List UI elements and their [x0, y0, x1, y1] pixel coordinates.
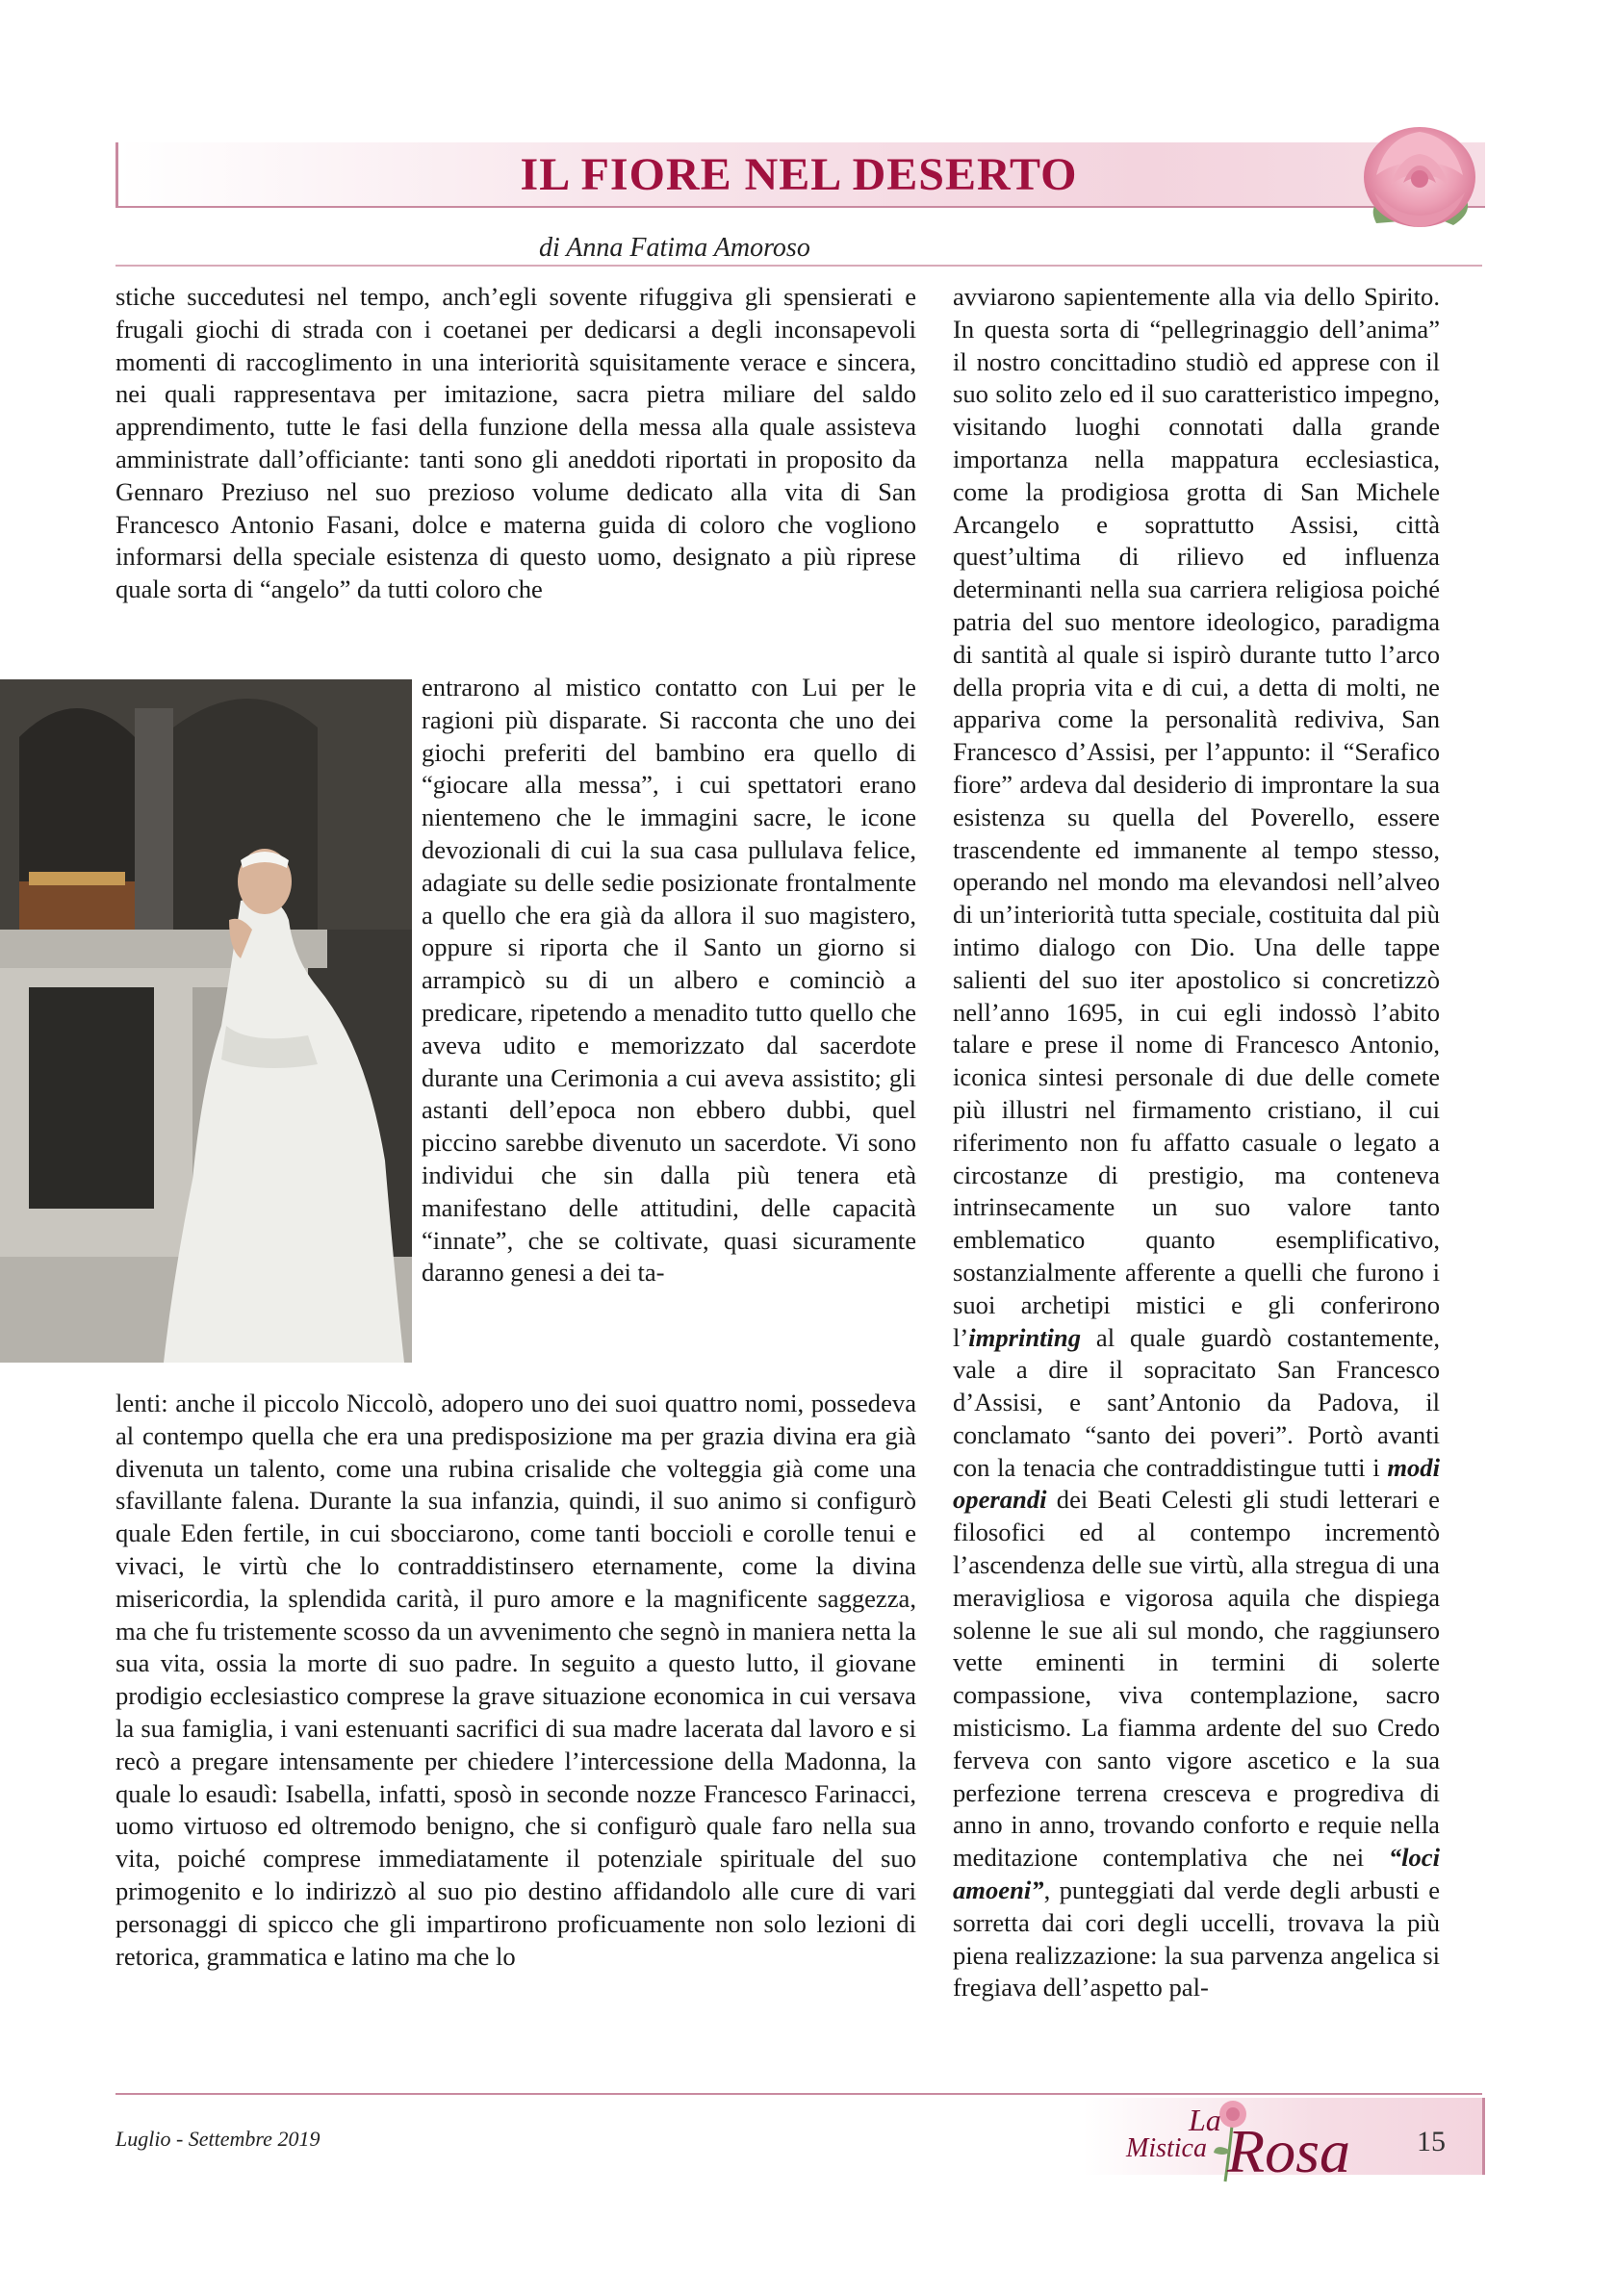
text-run: , punteggiati dal verde degli arbusti e sorretta dai cori degli uccelli, trovava la più piena realizzazione: la sua parvenza angelica si fregiava dell’aspetto pal- — [953, 1875, 1440, 2003]
logo-mistica: Mistica — [1126, 2133, 1207, 2163]
header-divider — [115, 265, 1482, 267]
emphasis-imprinting: imprinting — [968, 1322, 1082, 1352]
page-number: 15 — [1417, 2126, 1446, 2157]
logo-rosa: Rosa — [1227, 2117, 1350, 2185]
rose-icon — [1347, 108, 1492, 252]
text-run: avviarono sapientemente alla via dello Spirito. In questa sorta di “pellegrinaggio dell’anima” il nostro concittadino studiò ed apprese con il suo solito zelo ed il suo caratteristico impegno, visitando luoghi connotati dalla grande importanza nella mappatura ecclesiastica, come la prodigiosa grotta di San Michele Arcangelo e soprattutto Assisi, città quest’ultima di rilievo ed influenza determinanti nella sua carriera religiosa poiché patria del suo mentore ideologico, paradigma di santità al quale si ispirò durante tutto l’arco della propria vita e di cui, a detta di molti, ne appariva come la personalità rediviva, San Francesco d’Assisi, per l’appunto: il “Serafico fiore” ardeva dal desiderio di improntare la sua esistenza su quella del Poverello, essere trascendente ed immanente al tempo stesso, operando nel mondo ma elevandosi nell’alveo di un’interiorità tutta speciale, costituita dal più intimo dialogo con Dio. Una delle tappe salienti del suo iter apostolico si concretizzò nell’anno 1695, in cui egli indossò l’abito talare e prese il nome di Francesco Antonio, iconica sintesi personale di due delle comete più illustri nel firmamento cristiano, il cui riferimento non fu affatto casuale o legato a circostanze di prestigio, ma conteneva intrinsecamente un suo valore tanto emblematico quanto esemplificativo, sostanzialmente afferente a quelli che furono i suoi archetipi mistici e gli conferirono l’ — [953, 282, 1440, 1352]
byline: di Anna Fatima Amoroso — [539, 233, 810, 263]
emphasis-loci-amoeni: “loci amoeni” — [953, 1843, 1440, 1905]
issue-date: Luglio - Settembre 2019 — [115, 2127, 320, 2151]
body-text-left-top — [115, 281, 916, 606]
footer-divider — [115, 2093, 1482, 2095]
paragraph: entrarono al mistico contatto con Lui per le ragioni più disparate. Si racconta che uno dei giochi preferiti del bambino era quello di “giocare alla messa”, i cui spettatori erano nientemeno che le immagini sacre, le icone devozionali di cui la sua casa pullulava felice, adagiate su delle sedie posizionate frontalmente a quello che era già da allora il suo magistero, oppure si riporta che il Santo un giorno si arrampicò su di un albero e cominciò a predicare, ripetendo a menadito tutto quello che aveva udito e memorizzato dal sacerdote durante una Cerimonia a cui aveva assistito; gli astanti dell’epoca non ebbero dubbi, quel piccino sarebbe divenuto un sacerdote. Vi sono individui che sin dalla più tenera età manifestano delle attitudini, delle capacità “innate”, che se coltivate, quasi sicuramente daranno genesi a dei ta- — [422, 673, 916, 1288]
paragraph: stiche succedutesi nel tempo, anch’egli sovente rifuggiva gli spensierati e frugali giochi di strada con i coetanei per dedicarsi a degli inconsapevoli momenti di raccoglimento in una interiorità squisitamente verace e sincera, nei quali rappresentava per imitazione, sacra pietra miliare del saldo apprendimento, tutte le fasi della funzione della messa alla quale assisteva amministrate dall’officiante: tanti sono gli aneddoti riportati in proposito da Gennaro Preziuso nel suo prezioso volume dedicato alla vita di San Francesco Antonio Fasani, dolce e materna guida di coloro che vogliono informarsi della speciale esistenza di questo uomo, designato a più riprese quale sorta di “angelo” da tutti coloro che — [115, 282, 916, 604]
paragraph: lenti: anche il piccolo Niccolò, adopero uno dei suoi quattro nomi, possedeva al contempo quella che era una predisposizione ma per grazia divina era già divenuta un talento, come una rubina crisalide che volteggia già come una sfavillante falena. Durante la sua infanzia, quindi, il suo animo si configurò quale Eden fertile, in cui sbocciarono, come tanti boccioli e corolle tenui e vivaci, le virtù che lo contraddistinsero eternamente, come la divina misericordia, la splendida carità, il puro amore e la magnificente saggezza, ma che fu tristemente scosso da un avvenimento che segnò in maniera netta la sua vita, ossia la morte di suo padre. In seguito a questo lutto, il giovane prodigio ecclesiastico comprese la grave situazione economica in cui versava la sua famiglia, i vani estenuanti sacrifici di sua madre lacerata dal lavoro e si recò a pregare intensamente per chiedere l’intercessione della Madonna, la quale lo esaudì: Isabella, infatti, sposò in seconde nozze Francesco Farinacci, uomo virtuoso ed oltremodo benigno, che si configurò quale faro nella sua vita, poiché comprese immediatamente il potenziale spirituale del suo primogenito e lo indirizzò al suo pio destino affidandolo alle cure di vari personaggi di spicco che gli impartirono proficuamente non solo lezioni di retorica, grammatica e latino ma che lo — [115, 1389, 916, 1971]
body-text-left-bottom — [115, 1388, 916, 1973]
magazine-logo — [1116, 2103, 1396, 2189]
photo-praying-pope — [0, 679, 412, 1363]
emphasis-modi-operandi: modi operandi — [953, 1452, 1440, 1515]
page-title: IL FIORE NEL DESERTO — [520, 149, 1078, 200]
text-run: dei Beati Celesti gli studi letterari e filosofici ed al contempo incrementò l’ascendenza delle sue virtù, alla stregua di una meravigliosa e vigorosa aquila che dispiega solenne le sue ali sul mondo, che raggiunsero vette eminenti in termini di solerte compassione, viva contemplazione, sacro misticismo. La fiamma ardente del suo Credo ferveva con santo vigore ascetico e la sua perfezione terrena cresceva e progrediva di anno in anno, trovando conforto e requie nella meditazione contemplativa che nei — [953, 1485, 1440, 1873]
text-run: al quale guardò costantemente, vale a dire il sopracitato San Francesco d’Assisi, e sant’Antonio da Padova, il conclamato “santo dei poveri”. Portò avanti con la tenacia che contraddistingue tutti i — [953, 1322, 1440, 1482]
paragraph — [953, 281, 1440, 2004]
body-text-right — [953, 281, 1440, 2004]
logo-la: La — [1189, 2103, 1221, 2137]
body-text-left-wrap — [422, 672, 916, 1289]
